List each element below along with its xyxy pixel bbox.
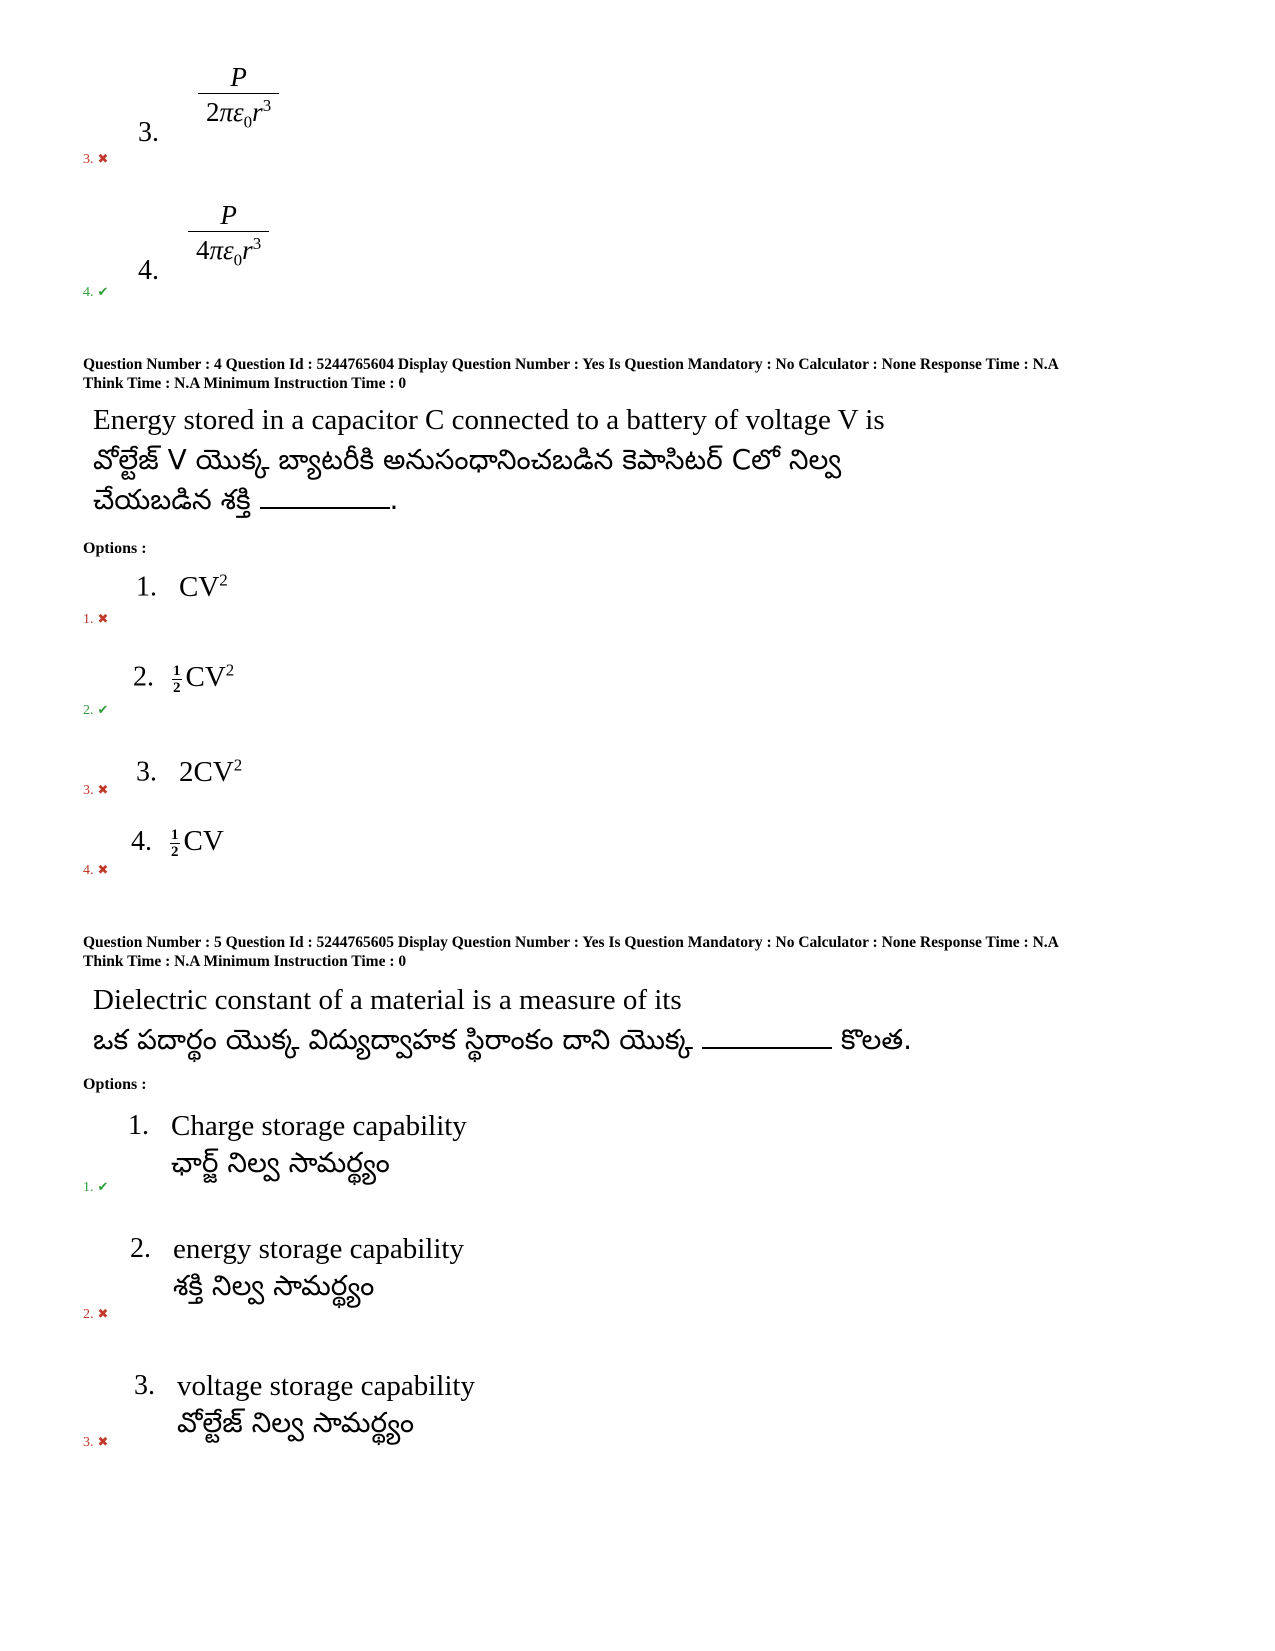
answer-blank: [260, 483, 390, 509]
option-number: 4.: [131, 826, 152, 857]
options-label: Options :: [83, 1076, 147, 1093]
wrong-icon: ✖: [97, 1434, 109, 1449]
option-status-mark: 3. ✖: [83, 782, 109, 798]
check-icon: ✔: [97, 1179, 109, 1194]
question-text-en: Dielectric constant of a material is a measure of its: [93, 984, 682, 1016]
option-status-mark: 1. ✔: [83, 1179, 109, 1195]
option-text-te: వోల్టేజ్ నిల్వ సామర్థ్యం: [177, 1406, 415, 1439]
question-text-te: ఒక పదార్థం యొక్క విద్యుద్వాహక స్థిరాంకం దాని యొక్క కొలత.: [93, 1023, 913, 1056]
question-4-text: [93, 400, 885, 520]
q4-option-4: [131, 825, 224, 860]
option-text: $\frac{1}{2}$ $CV^2$: [173, 660, 235, 696]
option-number: 3.: [136, 756, 157, 788]
option-number: 4.: [138, 255, 159, 286]
formula-denominator: $2\pi\varepsilon_0r^3$: [198, 93, 279, 132]
option-status-mark: 4. ✔: [83, 284, 109, 300]
question-5-text: [93, 980, 912, 1060]
option-status-mark: 3. ✖: [83, 151, 109, 167]
question-4-meta: Question Number : 4 Question Id : 5244765604 Display Question Number : Yes Is Question Mandatory : No Calculator : None Response Time : N.A Think Time : N.A Minimum Instruction Time : 0: [83, 356, 1059, 392]
option-text-te: ఛార్జ్ నిల్వ సామర్థ్యం: [171, 1146, 390, 1179]
option-text: $2CV^2$: [179, 755, 243, 788]
wrong-icon: ✖: [97, 862, 109, 877]
option-number: 1.: [128, 1110, 149, 1141]
option-status-mark: 2. ✔: [83, 702, 109, 718]
answer-blank: [702, 1023, 832, 1049]
question-text-te: చేయబడిన శక్తి .: [93, 483, 399, 516]
option-status-mark: 4. ✖: [83, 862, 109, 878]
q4-option-2: [133, 660, 234, 696]
wrong-icon: ✖: [97, 151, 109, 166]
q4-option-3: [136, 755, 242, 789]
formula-numerator: P: [220, 200, 237, 230]
option-number: 3.: [134, 1370, 155, 1401]
options-label: Options :: [83, 540, 147, 557]
check-icon: ✔: [97, 284, 109, 299]
formula-numerator: P: [230, 62, 247, 92]
formula-fraction: [188, 200, 269, 270]
option-number: 1.: [136, 571, 157, 603]
half-fraction: $\frac{1}{2}$: [173, 662, 181, 696]
question-text-te: వోల్టేజ్ V యొక్క బ్యాటరీకి అనుసంధానించబడిన కెపాసిటర్ Cలో నిల్వ: [93, 443, 842, 476]
question-text-en: Energy stored in a capacitor C connected to a battery of voltage V is: [93, 404, 885, 436]
option-text: $CV^2$: [179, 570, 228, 603]
option-text-en: voltage storage capability: [177, 1370, 475, 1402]
check-icon: ✔: [97, 702, 109, 717]
wrong-icon: ✖: [97, 611, 109, 626]
option-number: 3.: [138, 117, 159, 148]
option-text-en: Charge storage capability: [171, 1110, 467, 1142]
option-number: 2.: [133, 661, 154, 693]
option-text-te: శక్తి నిల్వ సామర్థ్యం: [173, 1269, 375, 1302]
option-status-mark: 2. ✖: [83, 1306, 109, 1322]
option-number: 2.: [130, 1233, 151, 1264]
option-text: $\frac{1}{2}$ CV: [171, 825, 224, 860]
formula-denominator: $4\pi\varepsilon_0r^3$: [188, 231, 269, 270]
option-status-mark: 1. ✖: [83, 611, 109, 627]
formula-fraction: [198, 62, 279, 132]
option-text-en: energy storage capability: [173, 1233, 464, 1265]
wrong-icon: ✖: [97, 782, 109, 797]
q4-option-1: [136, 570, 228, 604]
wrong-icon: ✖: [97, 1306, 109, 1321]
half-fraction: $\frac{1}{2}$: [171, 826, 179, 860]
question-5-meta: Question Number : 5 Question Id : 5244765605 Display Question Number : Yes Is Question Mandatory : No Calculator : None Response Time : N.A Think Time : N.A Minimum Instruction Time : 0: [83, 934, 1059, 970]
option-status-mark: 3. ✖: [83, 1434, 109, 1450]
